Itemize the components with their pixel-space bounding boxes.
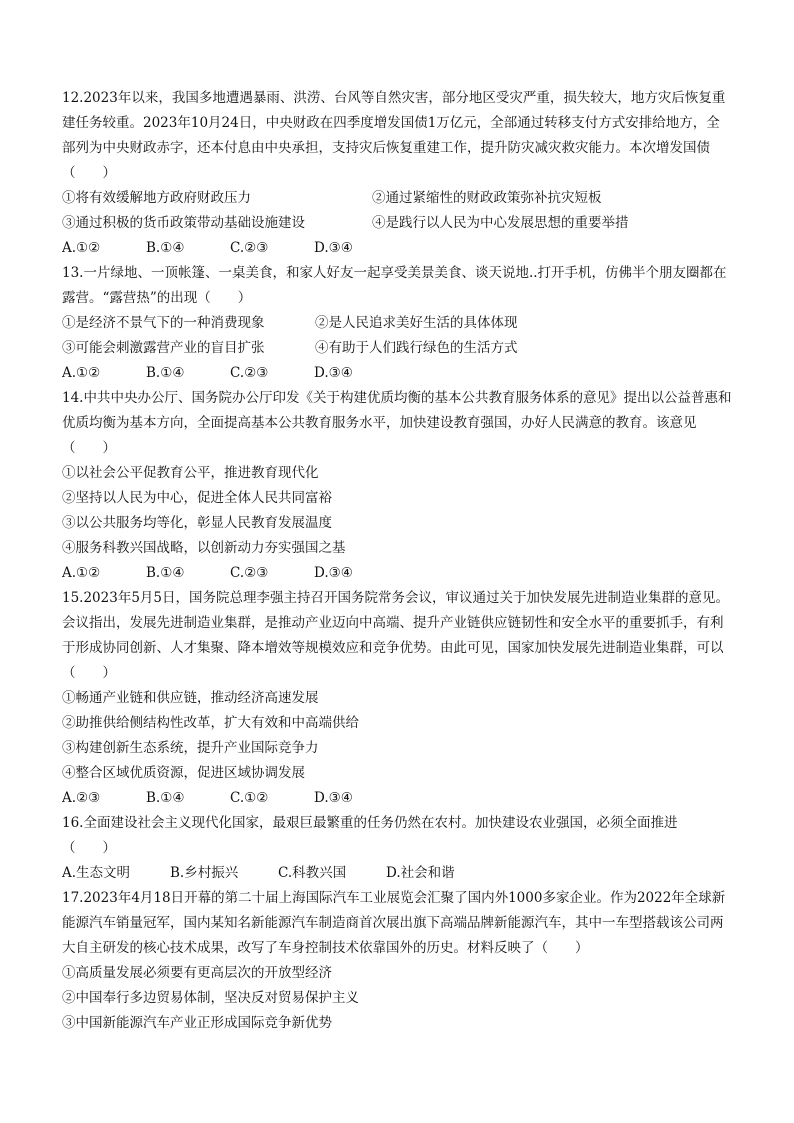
question-12 bbox=[62, 86, 732, 261]
option: ①以社会公平促教育公平，推进教育现代化 bbox=[62, 465, 319, 481]
question-15 bbox=[62, 586, 732, 811]
answer-choice: D.③④ bbox=[314, 365, 353, 381]
question-stem: 15.2023年5月5日，国务院总理李强主持召开国务院常务会议，审议通过关于加快发展先进制造业集群的意见。会议指出，发展先进制造业集群，是推动产业迈向中高端、提升产业链供应链韧性和安全水平的重要抓手，有利于形成协同创新、人才集聚、降本增效等规模效应和竞争优势。由此可见，国家加快发展先进制造业集群，可以（ ） bbox=[62, 590, 730, 681]
option-row bbox=[62, 336, 732, 361]
answer-choice: C.科教兴国 bbox=[278, 865, 347, 881]
option: ③以公共服务均等化，彰显人民教育发展温度 bbox=[62, 515, 332, 531]
answer-choice: A.①② bbox=[62, 240, 101, 256]
answer-choice: A.①② bbox=[62, 565, 101, 581]
option: ③构建创新生态系统，提升产业国际竞争力 bbox=[62, 740, 319, 756]
exam-content bbox=[62, 86, 732, 1036]
option: ①高质量发展必须要有更高层次的开放型经济 bbox=[62, 965, 332, 981]
option: ②坚持以人民为中心，促进全体人民共同富裕 bbox=[62, 490, 332, 506]
option: ②中国奉行多边贸易体制，坚决反对贸易保护主义 bbox=[62, 990, 359, 1006]
question-14 bbox=[62, 386, 732, 586]
answer-choice: A.②③ bbox=[62, 790, 101, 806]
answer-choice: C.②③ bbox=[230, 365, 269, 381]
answer-blank: （ ） bbox=[62, 840, 116, 856]
answer-choice: B.乡村振兴 bbox=[170, 865, 239, 881]
option: ③通过积极的货币政策带动基础设施建设 bbox=[62, 215, 305, 231]
question-13 bbox=[62, 261, 732, 386]
answer-choice: D.③④ bbox=[314, 790, 353, 806]
answer-choice: A.①② bbox=[62, 365, 101, 381]
option: ①畅通产业链和供应链，推动经济高速发展 bbox=[62, 690, 319, 706]
answer-choice: D.③④ bbox=[314, 240, 353, 256]
answer-choices bbox=[62, 561, 732, 586]
option: ②是人民追求美好生活的具体体现 bbox=[315, 315, 518, 331]
answer-choice: B.①④ bbox=[146, 240, 185, 256]
option: ②通过紧缩性的财政政策弥补抗灾短板 bbox=[372, 190, 602, 206]
question-stem: 13.一片绿地、一顶帐篷、一桌美食，和家人好友一起享受美景美食、谈天说地..打开手机，仿佛半个朋友圈都在露营。“露营热”的出现（ ） bbox=[62, 265, 727, 306]
question-stem: 12.2023年以来，我国多地遭遇暴雨、洪涝、台风等自然灾害，部分地区受灾严重，损失较大，地方灾后恢复重建任务较重。2023年10月24日，中央财政在四季度增发国债1万亿元，全部通过转移支付方式安排给地方，全部列为中央财政赤字，还本付息由中央承担，支持灾后恢复重建工作，提升防灾减灾救灾能力。本次增发国债（ ） bbox=[62, 90, 726, 181]
question-stem: 16.全面建设社会主义现代化国家，最艰巨最繁重的任务仍然在农村。加快建设农业强国，必须全面推进 bbox=[62, 815, 678, 831]
answer-choices bbox=[62, 786, 732, 811]
question-stem: 17.2023年4月18日开幕的第二十届上海国际汽车工业展览会汇聚了国内外1000多家企业。作为2022年全球新能源汽车销量冠军，国内某知名新能源汽车制造商首次展出旗下高端品牌新能源汽车，其中一车型搭载该公司两大自主研发的核心技术成果，改写了车身控制技术依靠国外的历史。材料反映了（ ） bbox=[62, 890, 726, 956]
option: ③中国新能源汽车产业正形成国际竞争新优势 bbox=[62, 1015, 332, 1031]
answer-choice: C.②③ bbox=[230, 565, 269, 581]
option: ①是经济不景气下的一种消费现象 bbox=[62, 315, 265, 331]
answer-choice: B.①④ bbox=[146, 365, 185, 381]
question-16 bbox=[62, 811, 732, 886]
option: ④整合区域优质资源，促进区域协调发展 bbox=[62, 765, 305, 781]
option: ③可能会刺激露营产业的盲目扩张 bbox=[62, 340, 265, 356]
option: ④有助于人们践行绿色的生活方式 bbox=[315, 340, 518, 356]
answer-choice: C.②③ bbox=[230, 240, 269, 256]
answer-choice: B.①④ bbox=[146, 790, 185, 806]
answer-choices bbox=[62, 861, 732, 886]
answer-choice: A.生态文明 bbox=[62, 865, 131, 881]
answer-choice: D.③④ bbox=[314, 565, 353, 581]
option-row bbox=[62, 211, 732, 236]
answer-choices bbox=[62, 361, 732, 386]
answer-choice: B.①④ bbox=[146, 565, 185, 581]
option: ②助推供给侧结构性改革，扩大有效和中高端供给 bbox=[62, 715, 359, 731]
question-17 bbox=[62, 886, 732, 1036]
option: ①将有效缓解地方政府财政压力 bbox=[62, 190, 251, 206]
answer-choice: C.①② bbox=[230, 790, 269, 806]
option: ④服务科教兴国战略，以创新动力夯实强国之基 bbox=[62, 540, 346, 556]
option: ④是践行以人民为中心发展思想的重要举措 bbox=[372, 215, 629, 231]
option-row bbox=[62, 311, 732, 336]
answer-choice: D.社会和谐 bbox=[386, 865, 455, 881]
option-row bbox=[62, 186, 732, 211]
answer-choices bbox=[62, 236, 732, 261]
question-stem: 14.中共中央办公厅、国务院办公厅印发《关于构建优质均衡的基本公共教育服务体系的意见》提出以公益普惠和优质均衡为基本方向，全面提高基本公共教育服务水平，加快建设教育强国，办好人民满意的教育。该意见（ ） bbox=[62, 390, 732, 456]
